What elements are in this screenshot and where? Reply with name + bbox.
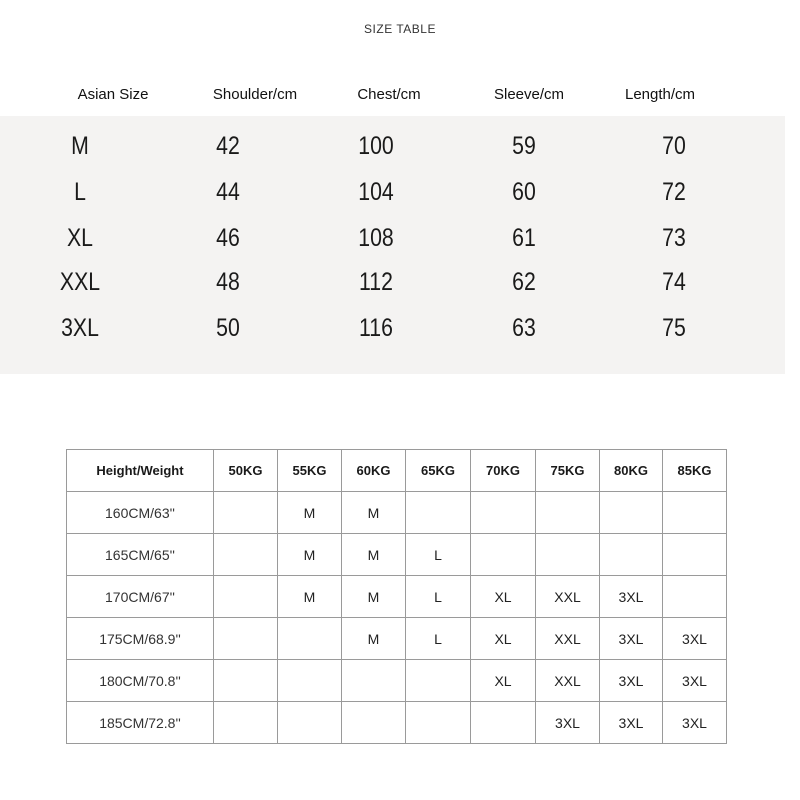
header-65kg: 65KG bbox=[406, 450, 471, 492]
table-cell: 3XL bbox=[600, 576, 663, 618]
table-row bbox=[67, 702, 727, 744]
size-cell: 72 bbox=[662, 178, 686, 206]
table-cell: 3XL bbox=[600, 660, 663, 702]
size-cell: 73 bbox=[662, 224, 686, 252]
size-cell: 59 bbox=[512, 132, 536, 160]
size-row bbox=[0, 314, 785, 354]
table-cell bbox=[536, 534, 600, 576]
header-55kg: 55KG bbox=[278, 450, 342, 492]
table-cell: L bbox=[406, 534, 471, 576]
table-cell: 3XL bbox=[536, 702, 600, 744]
table-cell bbox=[471, 492, 536, 534]
table-cell bbox=[663, 492, 727, 534]
table-cell: XXL bbox=[536, 660, 600, 702]
size-table-body bbox=[0, 116, 785, 374]
height-weight-table bbox=[66, 449, 727, 744]
size-row bbox=[0, 268, 785, 308]
table-cell bbox=[278, 702, 342, 744]
row-label: 170CM/67'' bbox=[67, 576, 214, 618]
table-cell bbox=[342, 702, 406, 744]
size-cell: 48 bbox=[216, 268, 240, 296]
table-cell bbox=[214, 492, 278, 534]
size-row bbox=[0, 178, 785, 218]
table-row bbox=[67, 492, 727, 534]
table-row bbox=[67, 534, 727, 576]
table-cell: XL bbox=[471, 660, 536, 702]
size-cell: M bbox=[71, 132, 89, 160]
size-cell: 108 bbox=[358, 224, 394, 252]
size-cell: 104 bbox=[358, 178, 394, 206]
table-cell: M bbox=[278, 576, 342, 618]
size-cell: 44 bbox=[216, 178, 240, 206]
table-cell bbox=[278, 660, 342, 702]
table-cell bbox=[214, 534, 278, 576]
table-cell: L bbox=[406, 576, 471, 618]
table-cell bbox=[471, 534, 536, 576]
size-cell: 46 bbox=[216, 224, 240, 252]
row-label: 175CM/68.9'' bbox=[67, 618, 214, 660]
row-label: 185CM/72.8'' bbox=[67, 702, 214, 744]
page-title: SIZE TABLE bbox=[364, 22, 436, 36]
size-cell: 70 bbox=[662, 132, 686, 160]
table-cell bbox=[406, 702, 471, 744]
table-cell: XL bbox=[471, 576, 536, 618]
table-cell: 3XL bbox=[663, 702, 727, 744]
table-header-row bbox=[67, 450, 727, 492]
row-label: 165CM/65'' bbox=[67, 534, 214, 576]
header-60kg: 60KG bbox=[342, 450, 406, 492]
table-cell bbox=[663, 576, 727, 618]
size-cell: 112 bbox=[359, 268, 393, 296]
table-cell bbox=[406, 492, 471, 534]
size-cell: XL bbox=[66, 224, 94, 252]
header-85kg: 85KG bbox=[663, 450, 727, 492]
size-cell: 63 bbox=[512, 314, 536, 342]
table-cell bbox=[214, 702, 278, 744]
row-label: 180CM/70.8'' bbox=[67, 660, 214, 702]
table-cell bbox=[536, 492, 600, 534]
size-cell: L bbox=[74, 178, 86, 206]
size-table-header bbox=[0, 86, 800, 108]
table-cell: L bbox=[406, 618, 471, 660]
header-50kg: 50KG bbox=[214, 450, 278, 492]
table-cell: M bbox=[342, 618, 406, 660]
table-cell: 3XL bbox=[663, 660, 727, 702]
size-cell: 42 bbox=[216, 132, 240, 160]
header-asian-size: Asian Size bbox=[77, 86, 149, 103]
table-row bbox=[67, 618, 727, 660]
header-75kg: 75KG bbox=[536, 450, 600, 492]
header-height-weight: Height/Weight bbox=[67, 450, 214, 492]
table-cell: M bbox=[278, 492, 342, 534]
table-cell bbox=[406, 660, 471, 702]
table-cell: 3XL bbox=[600, 702, 663, 744]
table-cell bbox=[663, 534, 727, 576]
header-70kg: 70KG bbox=[471, 450, 536, 492]
table-cell bbox=[471, 702, 536, 744]
row-label: 160CM/63'' bbox=[67, 492, 214, 534]
header-80kg: 80KG bbox=[600, 450, 663, 492]
size-cell: 62 bbox=[512, 268, 536, 296]
size-cell: 50 bbox=[216, 314, 240, 342]
size-cell: 75 bbox=[662, 314, 686, 342]
header-sleeve: Sleeve/cm bbox=[493, 86, 565, 103]
table-cell bbox=[214, 618, 278, 660]
table-cell: XL bbox=[471, 618, 536, 660]
size-cell: 60 bbox=[512, 178, 536, 206]
table-cell: 3XL bbox=[663, 618, 727, 660]
table-cell bbox=[600, 492, 663, 534]
table-cell bbox=[214, 576, 278, 618]
size-row bbox=[0, 224, 785, 264]
size-cell: XXL bbox=[59, 268, 101, 296]
size-cell: 74 bbox=[662, 268, 686, 296]
table-cell bbox=[214, 660, 278, 702]
header-chest: Chest/cm bbox=[357, 86, 421, 103]
size-row bbox=[0, 132, 785, 172]
table-row bbox=[67, 576, 727, 618]
size-cell: 3XL bbox=[61, 314, 99, 342]
table-cell: M bbox=[342, 576, 406, 618]
size-cell: 116 bbox=[359, 314, 393, 342]
header-length: Length/cm bbox=[624, 86, 696, 103]
table-cell: M bbox=[342, 534, 406, 576]
table-cell: 3XL bbox=[600, 618, 663, 660]
table-cell: M bbox=[342, 492, 406, 534]
table-row bbox=[67, 660, 727, 702]
size-cell: 100 bbox=[358, 132, 394, 160]
table-cell: M bbox=[278, 534, 342, 576]
header-shoulder: Shoulder/cm bbox=[212, 86, 298, 103]
table-cell bbox=[278, 618, 342, 660]
table-cell bbox=[342, 660, 406, 702]
table-cell bbox=[600, 534, 663, 576]
table-cell: XXL bbox=[536, 576, 600, 618]
size-cell: 61 bbox=[512, 224, 536, 252]
table-cell: XXL bbox=[536, 618, 600, 660]
